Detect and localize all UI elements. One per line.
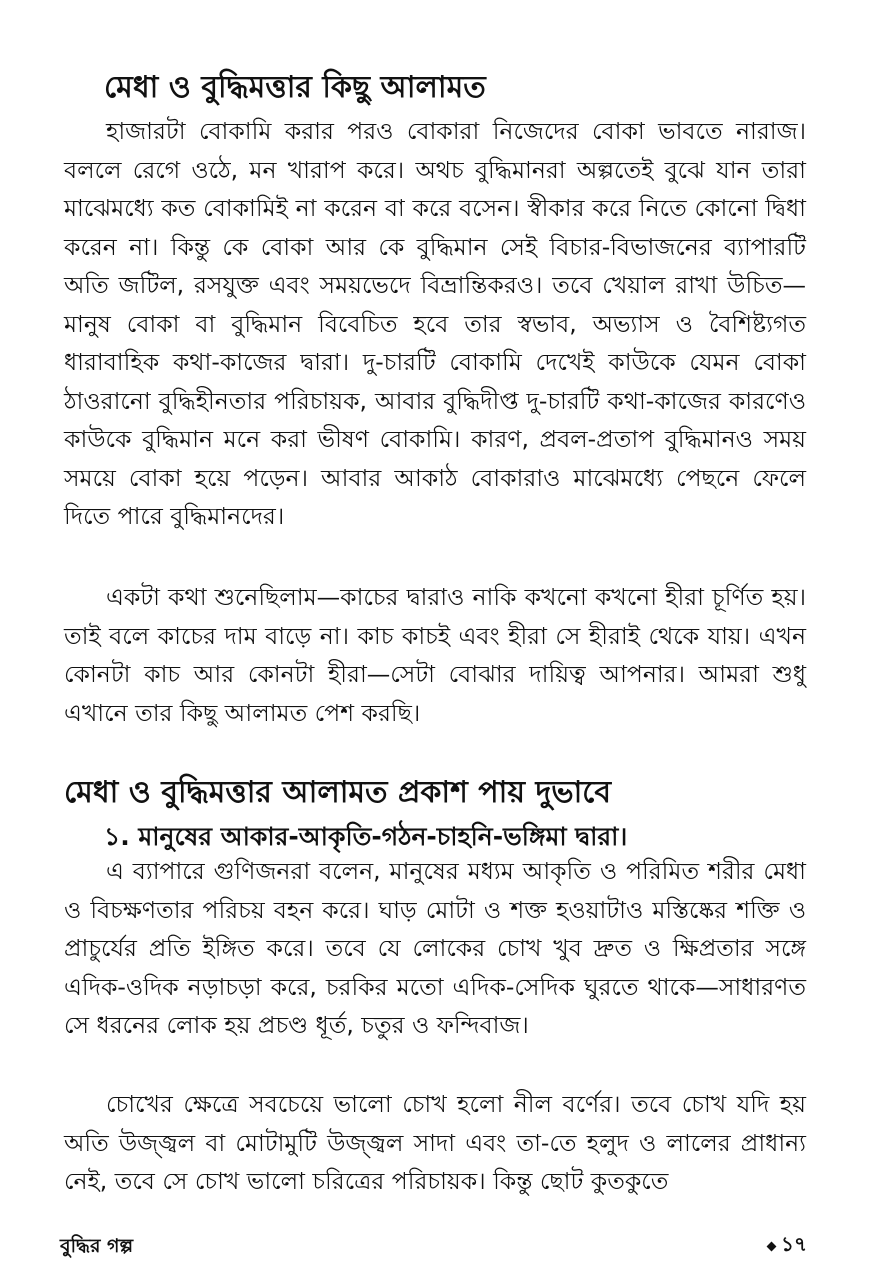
- section-heading-two-ways: মেধা ও বুদ্ধিমত্তার আলামত প্রকাশ পায় দুভাবে: [64, 775, 612, 810]
- page-number: ১৭: [781, 1232, 807, 1256]
- paragraph: [64, 852, 806, 1045]
- page-number-block: [768, 1230, 807, 1263]
- paragraph: [64, 1085, 806, 1201]
- paragraph-text: হাজারটা বোকামি করার পরও বোকারা নিজেদের বোকা ভাবতে নারাজ। বললে রেগে ওঠে, মন খারাপ করে। অথচ বুদ্ধিমানরা অল্পতেই বুঝে যান তারা মাঝেমধ্যে কত বোকামিই না করেন বা করে বসেন। স্বীকার করে নিতে কোনো দ্বিধা করেন না। কিন্তু কে বোকা আর কে বুদ্ধিমান সেই বিচার-বিভাজনের ব্যাপারটি অতি জটিল, রসযুক্ত এবং সময়ভেদে বিভ্রান্তিকরও। তবে খেয়াল রাখা উচিত—মানুষ বোকা বা বুদ্ধিমান বিবেচিত হবে তার স্বভাব, অভ্যাস ও বৈশিষ্ট্যগত ধারাবাহিক কথা-কাজের দ্বারা। দু-চারটি বোকামি দেখেই কাউকে যেমন বোকা ঠাওরানো বুদ্ধিহীনতার পরিচায়ক, আবার বুদ্ধিদীপ্ত দু-চারটি কথা-কাজের কারণেও কাউকে বুদ্ধিমান মনে করা ভীষণ বোকামি। কারণ, প্রবল-প্রতাপ বুদ্ধিমানও সময় সময়ে বোকা হয়ে পড়েন। আবার আকাঠ বোকারাও মাঝেমধ্যে পেছনে ফেলে দিতে পারে বুদ্ধিমানদের।: [64, 117, 806, 530]
- section-heading-signs-of-intelligence: মেধা ও বুদ্ধিমত্তার কিছু আলামত: [104, 70, 486, 105]
- numbered-subheading: ১. মানুষের আকার-আকৃতি-গঠন-চাহনি-ভঙ্গিমা দ্বারা।: [104, 822, 628, 851]
- paragraph-text: চোখের ক্ষেত্রে সবচেয়ে ভালো চোখ হলো নীল বর্ণের। তবে চোখ যদি হয় অতি উজ্জ্বল বা মোটামুটি উজ্জ্বল সাদা এবং তা-তে হলুদ ও লালের প্রাধান্য নেই, তবে সে চোখ ভালো চরিত্রের পরিচায়ক। কিন্তু ছোট কুতকুতে: [64, 1090, 806, 1195]
- paragraph: [64, 578, 806, 732]
- paragraph: [64, 112, 806, 536]
- paragraph-text: একটা কথা শুনেছিলাম—কাচের দ্বারাও নাকি কখনো কখনো হীরা চূর্ণিত হয়। তাই বলে কাচের দাম বাড়ে না। কাচ কাচই এবং হীরা সে হীরাই থেকে যায়। এখন কোনটা কাচ আর কোনটা হীরা—সেটা বোঝার দায়িত্ব আপনার। আমরা শুধু এখানে তার কিছু আলামত পেশ করছি।: [64, 583, 806, 727]
- paragraph-text: এ ব্যাপারে গুণিজনরা বলেন, মানুষের মধ্যম আকৃতি ও পরিমিত শরীর মেধা ও বিচক্ষণতার পরিচয় বহন করে। ঘাড় মোটা ও শক্ত হওয়াটাও মস্তিষ্কের শক্তি ও প্রাচুর্যের প্রতি ইঙ্গিত করে। তবে যে লোকের চোখ খুব দ্রুত ও ক্ষিপ্রতার সঙ্গে এদিক-ওদিক নড়াচড়া করে, চরকির মতো এদিক-সেদিক ঘুরতে থাকে—সাধারণত সে ধরনের লোক হয় প্রচণ্ড ধূর্ত, চতুর ও ফন্দিবাজ।: [64, 857, 806, 1039]
- diamond-bullet-icon: [767, 1242, 777, 1252]
- running-footer-title: বুদ্ধির গল্প: [60, 1235, 134, 1257]
